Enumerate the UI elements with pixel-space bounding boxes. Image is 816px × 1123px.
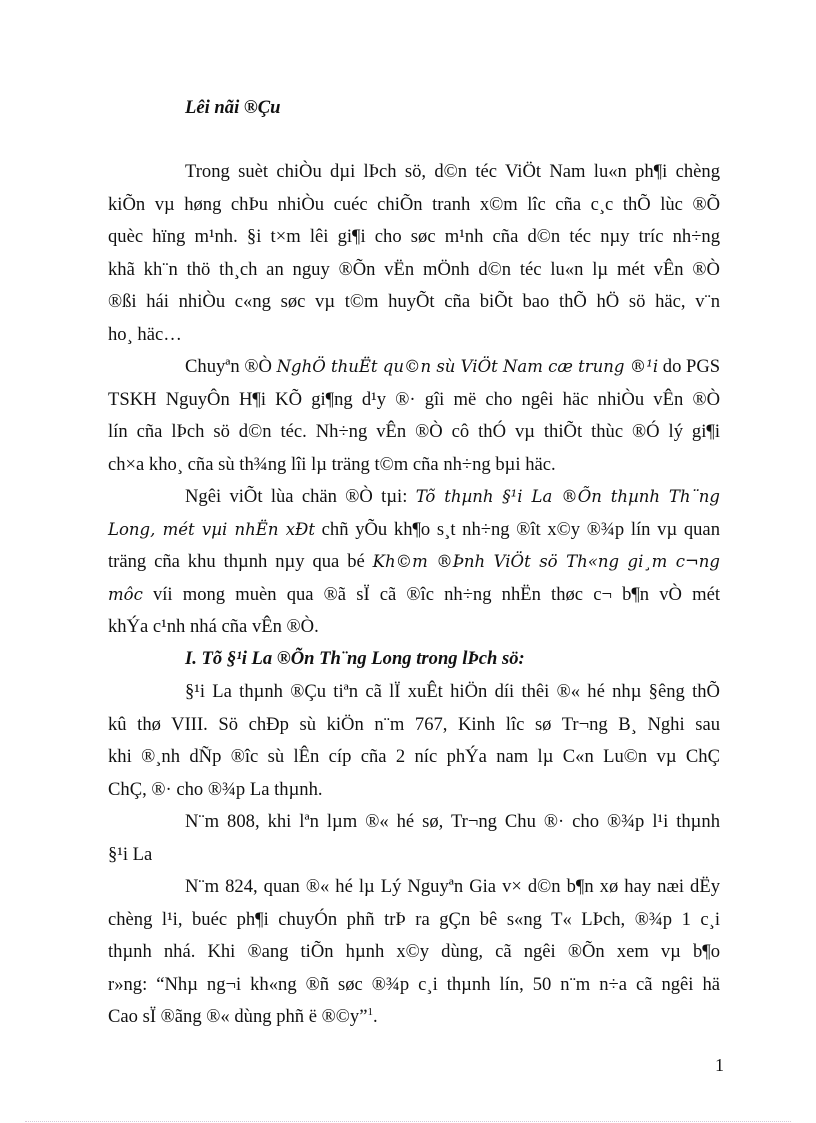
italic-topic-title: Long, mét vµi nhËn xÐt	[108, 520, 315, 539]
paragraph-line: N¨m 824, quan ®« hé lµ Lý Nguyªn Gia v× d©n b¶n xø hay næi dËy	[185, 876, 720, 897]
paragraph-line: khã kh¨n thö th¸ch an nguy ®Õn vËn mÖnh d©n téc lu«n lµ mét vÊn ®Ò	[108, 259, 720, 280]
italic-topic-title: Tõ thµnh §¹i La ®Õn thµnh Th¨ng	[415, 487, 720, 506]
section-heading: I. Tõ §¹i La ®Õn Th¨ng Long trong lÞch sö:	[185, 648, 525, 669]
text-run: do PGS	[658, 356, 721, 377]
italic-source-title: Kh©m ®Þnh ViÖt sö Th«ng gi¸m c¬ng	[372, 552, 720, 571]
paragraph-line	[108, 1005, 720, 1029]
paragraph-line: Trong suèt chiÒu dµi lÞch sö, d©n téc ViÖt Nam lu«n ph¶i chèng	[185, 161, 720, 182]
paragraph-line: ho¸ häc…	[108, 324, 182, 345]
paragraph-line: thµnh nhá. Khi ®ang tiÕn hµnh x©y dùng, cã ngêi ®Õn xem vµ b¶o	[108, 941, 720, 962]
paragraph-line: lín cña lÞch sö d©n téc. Nh÷ng vÊn ®Ò cô thÓ vµ thiÕt thùc ®Ó lý gi¶i	[108, 421, 720, 442]
paragraph-line	[108, 550, 720, 574]
paragraph-line	[108, 518, 720, 542]
document-title: Lêi nãi ®Çu	[185, 97, 281, 118]
paragraph-line: §¹i La	[108, 844, 153, 865]
paragraph-line: chèng l¹i, buéc ph¶i chuyÓn phñ trÞ ra gÇn bê s«ng T« LÞch, ®¾p 1 c¸i	[108, 909, 720, 930]
text-run: Cao sÏ ®ãng ®« dùng phñ ë ®©y”	[108, 1006, 368, 1027]
text-run: víi mong muèn qua ®ã sÏ cã ®îc nh÷ng nhËn thøc c¬ b¶n vÒ mét	[142, 584, 720, 605]
text-run: träng cña khu thµnh nµy qua bé	[108, 551, 373, 572]
paragraph-line: ChÇ, ®· cho ®¾p La thµnh.	[108, 779, 323, 800]
paragraph-line	[185, 485, 720, 509]
paragraph-line: N¨m 808, khi lªn lµm ®« hé sø, Tr¬ng Chu ®· cho ®¾p l¹i thµnh	[185, 811, 720, 832]
italic-source-title: môc	[108, 585, 143, 604]
text-run: Chuyªn ®Ò	[185, 356, 277, 377]
paragraph-line: kû thø VIII. Sö chÐp sù kiÖn n¨m 767, Kinh lîc sø Tr¬ng B¸ Nghi sau	[108, 714, 720, 735]
paragraph-line: ®ßi hái nhiÒu c«ng søc vµ t©m huyÕt cña biÕt bao thÕ hÖ sö häc, v¨n	[108, 291, 720, 312]
paragraph-line: khi ®¸nh dÑp ®îc sù lÊn cíp cña 2 níc phÝa nam lµ C«n Lu©n vµ ChÇ	[108, 746, 720, 767]
footnote-reference[interactable]: 1	[367, 1005, 373, 1018]
paragraph-line: §¹i La thµnh ®Çu tiªn cã lÏ xuÊt hiÖn díi thêi ®« hé nhµ §êng thÕ	[185, 681, 720, 702]
page-number: 1	[715, 1055, 724, 1075]
text-run: chñ yÕu kh¶o s¸t nh÷ng ®ît x©y ®¾p lín vµ quan	[314, 519, 720, 540]
paragraph-line: ch×a kho¸ cña sù th¾ng lîi lµ träng t©m cña nh÷ng bµi häc.	[108, 454, 556, 475]
text-run: .	[372, 1006, 378, 1027]
paragraph-line	[185, 355, 720, 379]
page-break-divider	[25, 1121, 791, 1122]
paragraph-line	[108, 583, 720, 607]
italic-work-title: NghÖ thuËt qu©n sù ViÖt Nam cæ trung ®¹i	[276, 357, 659, 376]
text-run: Ngêi viÕt lùa chän ®Ò tµi:	[185, 486, 416, 507]
paragraph-line: r»ng: “Nhµ ng¬i kh«ng ®ñ søc ®¾p c¸i thµnh lín, 50 n¨m n÷a cã ngêi hä	[108, 974, 720, 995]
paragraph-line: TSKH NguyÔn H¶i KÕ gi¶ng d¹y ®· gîi më cho ngêi häc nhiÒu vÊn ®Ò	[108, 389, 720, 410]
paragraph-line: quèc hïng m¹nh. §i t×m lêi gi¶i cho søc m¹nh cña d©n téc nµy tríc nh÷ng	[108, 226, 720, 247]
paragraph-line: khÝa c¹nh nhá cña vÊn ®Ò.	[108, 616, 319, 637]
paragraph-line: kiÕn vµ høng chÞu nhiÒu cuéc chiÕn tranh x©m lîc cña c¸c thÕ lùc ®Õ	[108, 194, 720, 215]
